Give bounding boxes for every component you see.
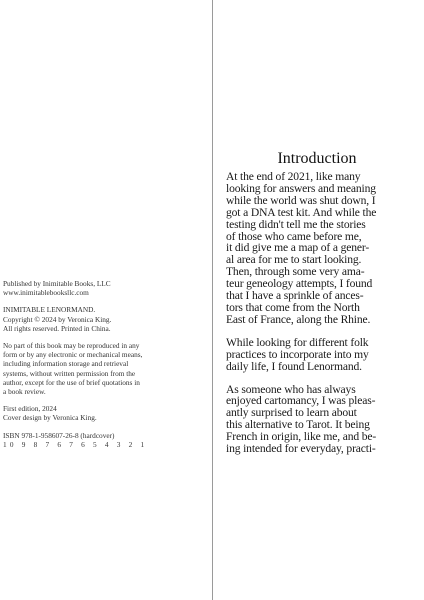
text-line: At the end of 2021, like many	[226, 170, 361, 183]
paragraph	[226, 337, 420, 373]
text-line: got a DNA test kit. And while the	[226, 205, 377, 219]
notice-line: form or by any electronic or mechanical means,	[3, 350, 143, 360]
rights-line: Copyright © 2024 by Veronica King.	[3, 314, 112, 324]
text-line: this alternative to Tarot. It being	[226, 418, 370, 432]
paragraph	[226, 384, 420, 455]
publisher-block	[3, 279, 208, 297]
notice-line: a book review.	[3, 387, 46, 397]
text-line: While looking for different folk	[226, 335, 369, 349]
edition-line: First edition, 2024	[3, 404, 57, 414]
page-title: Introduction	[277, 150, 357, 167]
text-line: while the world was shut down, I	[226, 193, 376, 207]
text-line: daily life, I found Lenormand.	[226, 359, 362, 373]
text-line: testing didn't tell me the stories	[226, 217, 366, 231]
text-line: As someone who has always	[226, 382, 356, 396]
text-line: looking for answers and meaning	[226, 181, 376, 195]
rights-line: INIMITABLE LENORMAND.	[3, 305, 96, 315]
printer-key: 10 9 8 7 6 7 6 5 4 3 2 1	[3, 439, 148, 449]
paragraph	[226, 171, 420, 326]
notice-line: author, except for the use of brief quotations in	[3, 377, 140, 387]
reproduction-notice	[3, 341, 208, 396]
publisher-line: Published by Inimitable Books, LLC	[3, 279, 111, 288]
text-line: Then, through some very ama-	[226, 265, 365, 279]
text-line: ing intended for everyday, practi-	[226, 442, 376, 456]
text-line: enjoyed cartomancy, I was pleas-	[226, 394, 376, 408]
text-line: that I have a sprinkle of ances-	[226, 289, 364, 303]
text-line: antly surprised to learn about	[226, 406, 357, 420]
colophon	[3, 279, 208, 457]
text-line: al area for me to start looking.	[226, 253, 362, 267]
text-line: East of France, along the Rhine.	[226, 312, 371, 326]
rights-block	[3, 305, 208, 333]
text-line: tors that come from the North	[226, 300, 360, 314]
text-line: it did give me a map of a gener-	[226, 241, 370, 255]
text-line: practices to incorporate into my	[226, 347, 369, 361]
text-line: French in origin, like me, and be-	[226, 430, 377, 444]
notice-line: No part of this book may be reproduced in any	[3, 341, 140, 351]
text-line: teur geneology attempts, I found	[226, 277, 373, 291]
rights-line: All rights reserved. Printed in China.	[3, 323, 111, 333]
text-line: of those who came before me,	[226, 229, 362, 243]
notice-line: systems, without written permission from the	[3, 368, 136, 378]
isbn: ISBN 978-1-958607-26-8 (hardcover)	[3, 430, 115, 440]
notice-line: including information storage and retrieval	[3, 359, 129, 369]
edition-line: Cover design by Veronica King.	[3, 413, 97, 423]
edition-block	[3, 404, 208, 422]
introduction-body	[226, 171, 420, 466]
isbn-block	[3, 431, 208, 449]
publisher-url: www.inimitablebooksllc.com	[3, 288, 89, 298]
